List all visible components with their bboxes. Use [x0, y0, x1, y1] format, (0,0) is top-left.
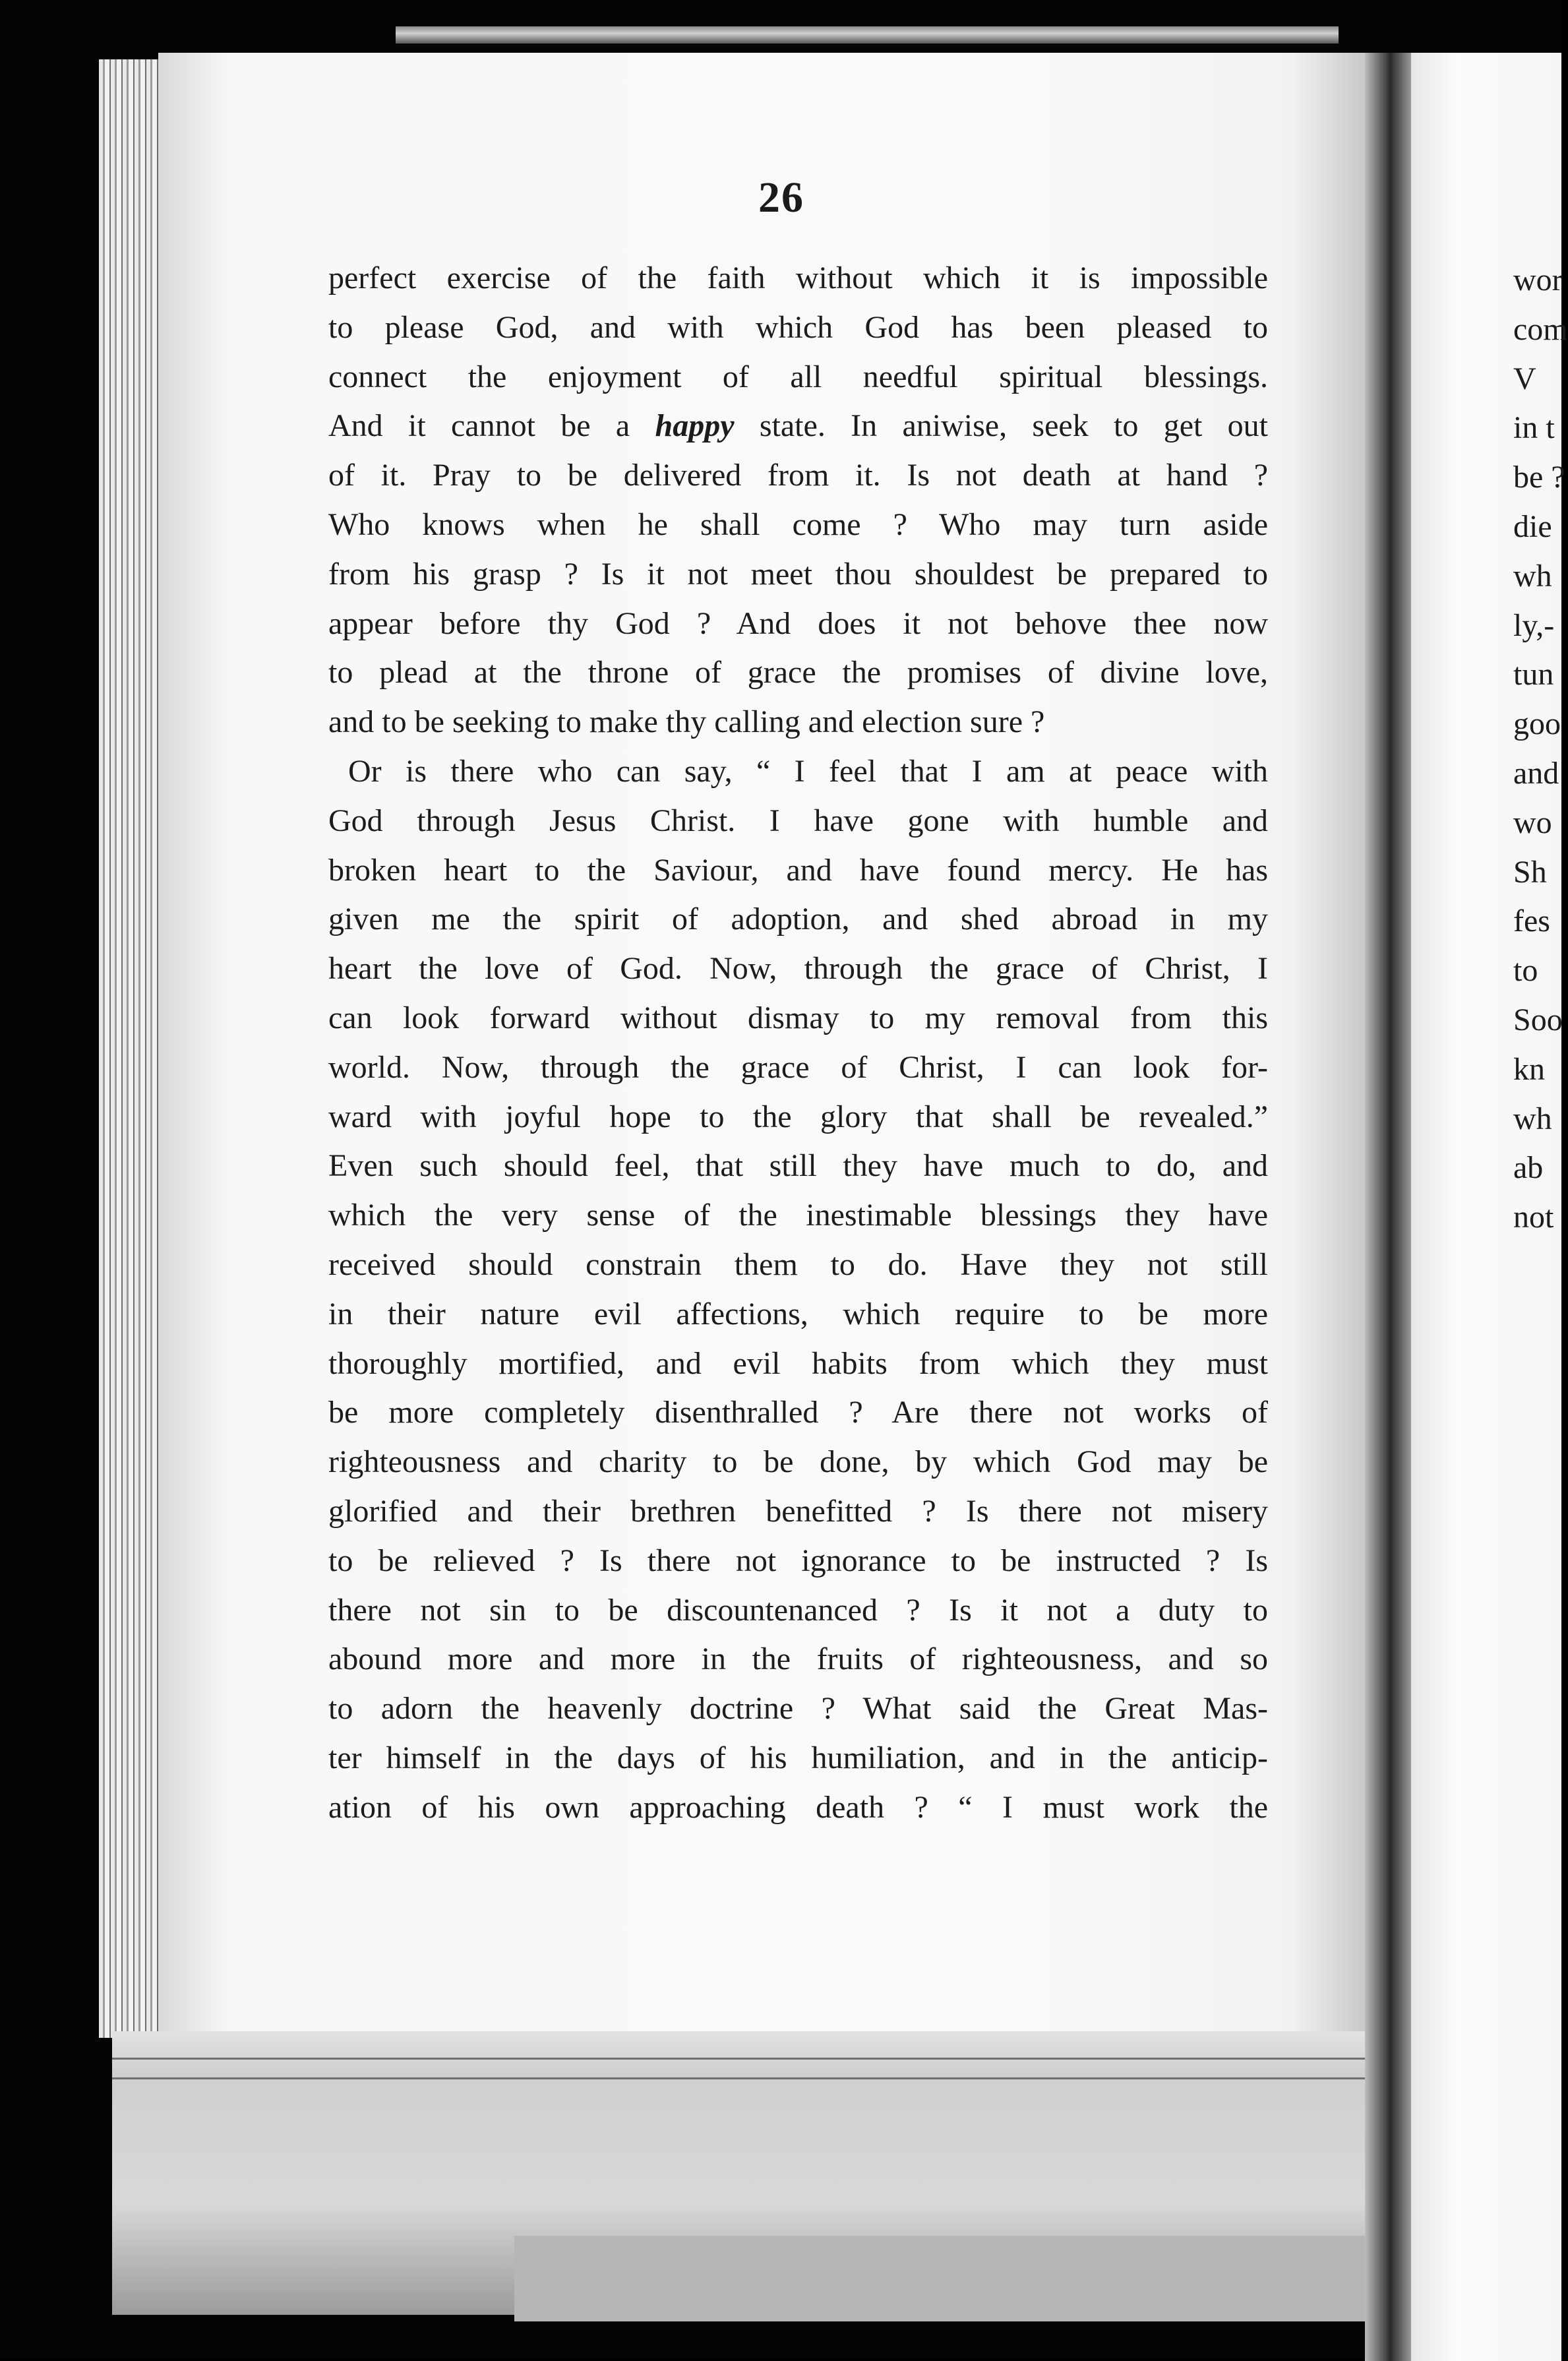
text-line: ter himself in the days of his humiliation, and in the anticip- [328, 1740, 1268, 1775]
text-line: abound more and more in the fruits of righteousness, and so [328, 1641, 1268, 1677]
facing-page-fragment: tun [1513, 657, 1554, 692]
text-line: connect the enjoyment of all needful spiritual blessings. [328, 359, 1268, 394]
emphasized-word: happy [655, 408, 735, 444]
facing-page-fragment: ly,- [1513, 607, 1555, 643]
text-line: Even such should feel, that still they have much to do, and [328, 1148, 1268, 1184]
text-line: from his grasp ? Is it not meet thou shouldest be prepared to [328, 556, 1268, 592]
facing-page-fragment: and [1513, 755, 1559, 791]
text-line-segment: And it cannot be a [328, 408, 655, 444]
text-line: Or is there who can say, “ I feel that I am at peace with [348, 753, 1268, 789]
facing-page-fragment: fes [1513, 904, 1550, 939]
text-line: heart the love of God. Now, through the grace of Christ, I [328, 951, 1268, 987]
text-line: world. Now, through the grace of Christ, I can look for- [328, 1049, 1268, 1085]
text-line: Who knows when he shall come ? Who may turn aside [328, 506, 1268, 542]
text-line: there not sin to be discountenanced ? Is it not a duty to [328, 1592, 1268, 1628]
facing-page-fragment: wo [1513, 805, 1552, 840]
text-line: thoroughly mortified, and evil habits from which they must [328, 1345, 1268, 1381]
text-line: righteousness and charity to be done, by which God may be [328, 1444, 1268, 1480]
text-line: in their nature evil affections, which require to be more [328, 1296, 1268, 1332]
facing-page-fragment: to [1513, 953, 1538, 989]
text-line: appear before thy God ? And does it not behove thee now [328, 605, 1268, 641]
facing-page-fragment: die [1513, 508, 1552, 544]
text-line: to plead at the throne of grace the promises of divine love, [328, 655, 1268, 690]
text-line: broken heart to the Saviour, and have found mercy. He has [328, 852, 1268, 888]
scan-rule [112, 2058, 1365, 2060]
text-line: to please God, and with which God has been pleased to [328, 309, 1268, 345]
facing-page-fragment: wor [1513, 262, 1563, 297]
facing-page-fragment: kn [1513, 1051, 1545, 1087]
facing-page-fragment: be ? [1513, 460, 1565, 495]
facing-page-fragment: wh [1513, 1101, 1552, 1136]
text-line: glorified and their brethren benefitted ? Is there not misery [328, 1493, 1268, 1529]
book-gutter [1365, 53, 1411, 2361]
text-line [328, 402, 1268, 451]
text-line: God through Jesus Christ. I have gone with humble and [328, 803, 1268, 838]
facing-page-fragment: wh [1513, 558, 1552, 594]
facing-page-fragment: Sh [1513, 854, 1547, 890]
facing-page-text [1513, 256, 1568, 1242]
facing-page-fragment: in t [1513, 410, 1555, 446]
text-line: can look forward without dismay to my removal from this [328, 1000, 1268, 1035]
text-line: of it. Pray to be delivered from it. Is not death at hand ? [328, 458, 1268, 493]
page-body-text [328, 254, 1268, 1833]
text-line: to be relieved ? Is there not ignorance to be instructed ? Is [328, 1543, 1268, 1578]
text-line: ward with joyful hope to the glory that shall be revealed.” [328, 1099, 1268, 1134]
text-line: be more completely disenthralled ? Are there not works of [328, 1395, 1268, 1430]
bottom-scan-block [514, 2236, 1365, 2321]
text-line: to adorn the heavenly doctrine ? What said the Great Mas- [328, 1691, 1268, 1727]
page-top-edge [396, 26, 1339, 44]
facing-page-fragment: V [1513, 361, 1536, 396]
text-line: which the very sense of the inestimable blessings they have [328, 1198, 1268, 1233]
scan-rule [112, 2077, 1365, 2079]
facing-page-fragment: ab [1513, 1150, 1544, 1186]
page-number: 26 [758, 173, 804, 222]
text-line-segment: state. In aniwise, seek to get out [734, 408, 1268, 444]
facing-page-fragment: not [1513, 1200, 1554, 1235]
text-line: given me the spirit of adoption, and shed abroad in my [328, 902, 1268, 937]
text-line: ation of his own approaching death ? “ I must work the [328, 1789, 1268, 1825]
facing-page-fragment: com [1513, 311, 1568, 347]
text-line: perfect exercise of the faith without which it is impossible [328, 261, 1268, 295]
text-line: received should constrain them to do. Have they not still [328, 1246, 1268, 1282]
text-line: and to be seeking to make thy calling and election sure ? [328, 704, 1045, 740]
facing-page-fragment: goo [1513, 706, 1561, 742]
facing-page-fragment: Soo [1513, 1002, 1563, 1037]
